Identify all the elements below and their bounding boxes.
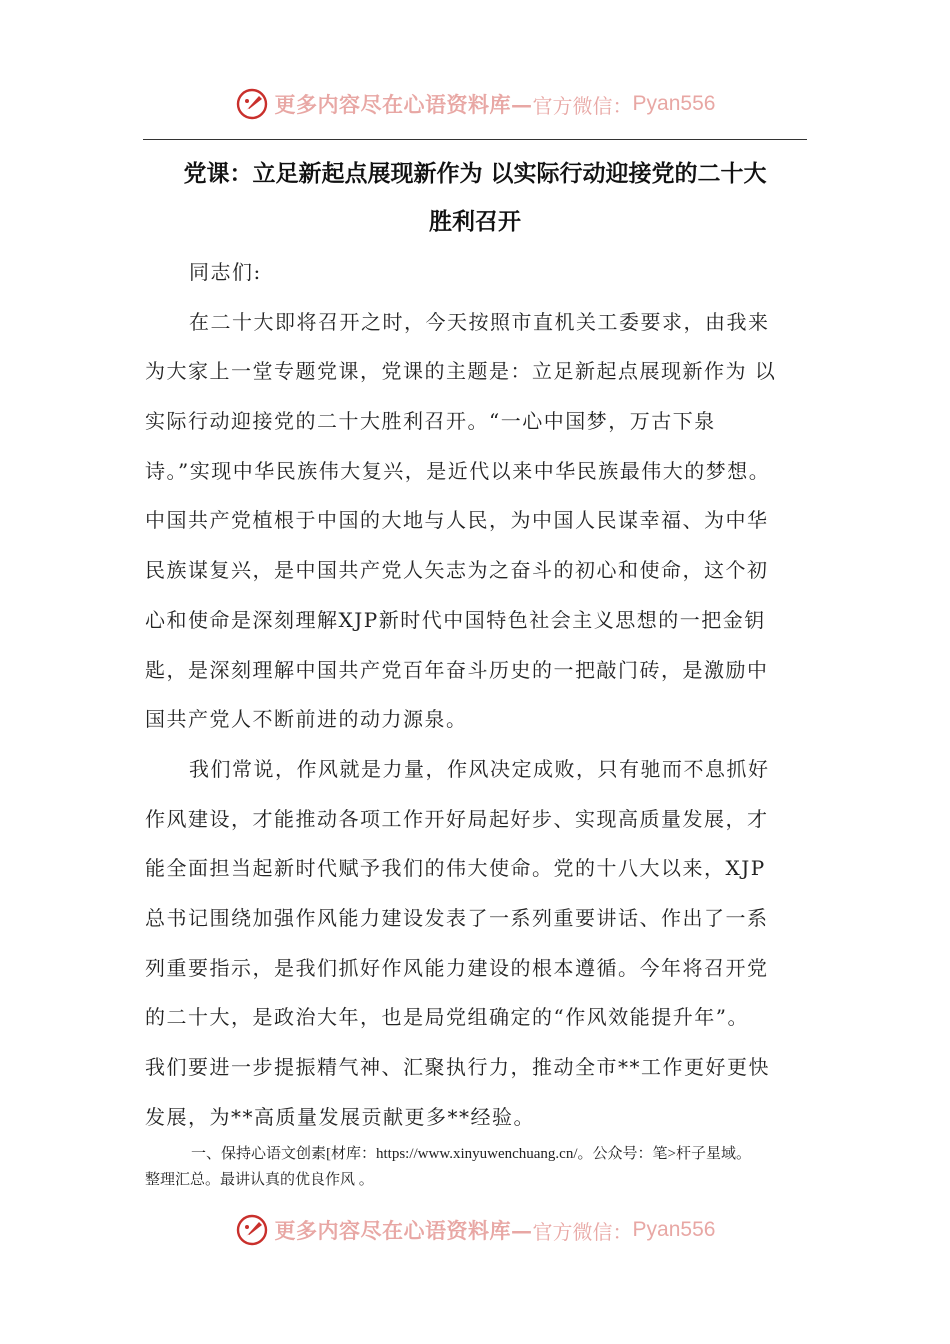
paragraph-1-line: 民族谋复兴，是中国共产党人矢志为之奋斗的初心和使命，这个初 (145, 558, 769, 583)
banner-dash: — (511, 1217, 533, 1243)
title-line-2: 胜利召开 (429, 209, 521, 235)
paragraph-1-line: 在二十大即将召开之时，今天按照市直机关工委要求，由我来 (189, 309, 770, 334)
paragraph-2-line: 我们常说，作风就是力量，作风决定成败，只有驰而不息抓好 (189, 756, 770, 781)
footer-banner (0, 1210, 950, 1250)
banner-wechat-label: 官方微信： (532, 1219, 633, 1244)
paragraph-1-line: 国共产党人不断前进的动力源泉。 (145, 707, 468, 732)
banner-dash: — (511, 91, 533, 117)
paragraph-2-line: 发展，为**高质量发展贡献更多**经验。 (145, 1104, 535, 1129)
paragraph-2-line: 我们要进一步提振精气神、汇聚执行力，推动全市**工作更好更快 (145, 1055, 770, 1079)
paragraph-2-line: 能全面担当起新时代赋予我们的伟大使命。党的十八大以来，XJP (145, 856, 766, 881)
document-body (145, 248, 810, 1142)
banner-wechat-id: Pyan556 (632, 1218, 716, 1241)
paragraph-1-line: 诗。”实现中华民族伟大复兴，是近代以来中华民族最伟大的梦想。 (145, 458, 771, 483)
paragraph-2-line: 总书记围绕加强作风能力建设发表了一系列重要讲话、作出了一系 (145, 905, 769, 930)
paragraph-1-line: 为大家上一堂专题党课，党课的主题是：立足新起点展现新作为 以 (145, 359, 777, 384)
paragraph-2-line: 列重要指示，是我们抓好作风能力建设的根本遵循。今年将召开党 (145, 955, 769, 980)
title-line-1: 党课：立足新起点展现新作为 以实际行动迎接党的二十大 (183, 161, 767, 187)
banner-wechat-label: 官方微信： (532, 93, 633, 118)
header-divider (143, 139, 807, 140)
source-note-line-2: 整理汇总。最讲认真的优良作风 。 (145, 1172, 374, 1188)
banner-slogan: 更多内容尽在心语资料库 (274, 92, 512, 117)
quill-logo-icon (235, 87, 269, 121)
source-note-line-1: 一、保持心语文创素[材库：https://www.xinyuwenchuang.cn/。公众号：笔>杆子星域。 (191, 1146, 751, 1162)
paragraph-1-line: 实际行动迎接党的二十大胜利召开。“一心中国梦，万古下泉 (145, 409, 716, 434)
banner-wechat-id: Pyan556 (632, 92, 716, 115)
paragraph-1-line: 中国共产党植根于中国的大地与人民，为中国人民谋幸福、为中华 (145, 508, 769, 533)
greeting: 同志们: (189, 260, 262, 284)
paragraph-2-line: 作风建设，才能推动各项工作开好局起好步、实现高质量发展，才 (145, 806, 769, 831)
banner-slogan: 更多内容尽在心语资料库 (274, 1218, 512, 1243)
paragraph-2-line: 的二十大，是政治大年，也是局党组确定的“作风效能提升年”。 (145, 1005, 749, 1030)
paragraph-1-line: 心和使命是深刻理解XJP新时代中国特色社会主义思想的一把金钥 (145, 607, 766, 632)
header-banner (0, 84, 950, 124)
document-title (143, 150, 807, 246)
source-note (145, 1141, 825, 1193)
paragraph-1-line: 匙，是深刻理解中国共产党百年奋斗历史的一把敲门砖，是激励中 (145, 657, 769, 682)
quill-logo-icon (235, 1213, 269, 1247)
